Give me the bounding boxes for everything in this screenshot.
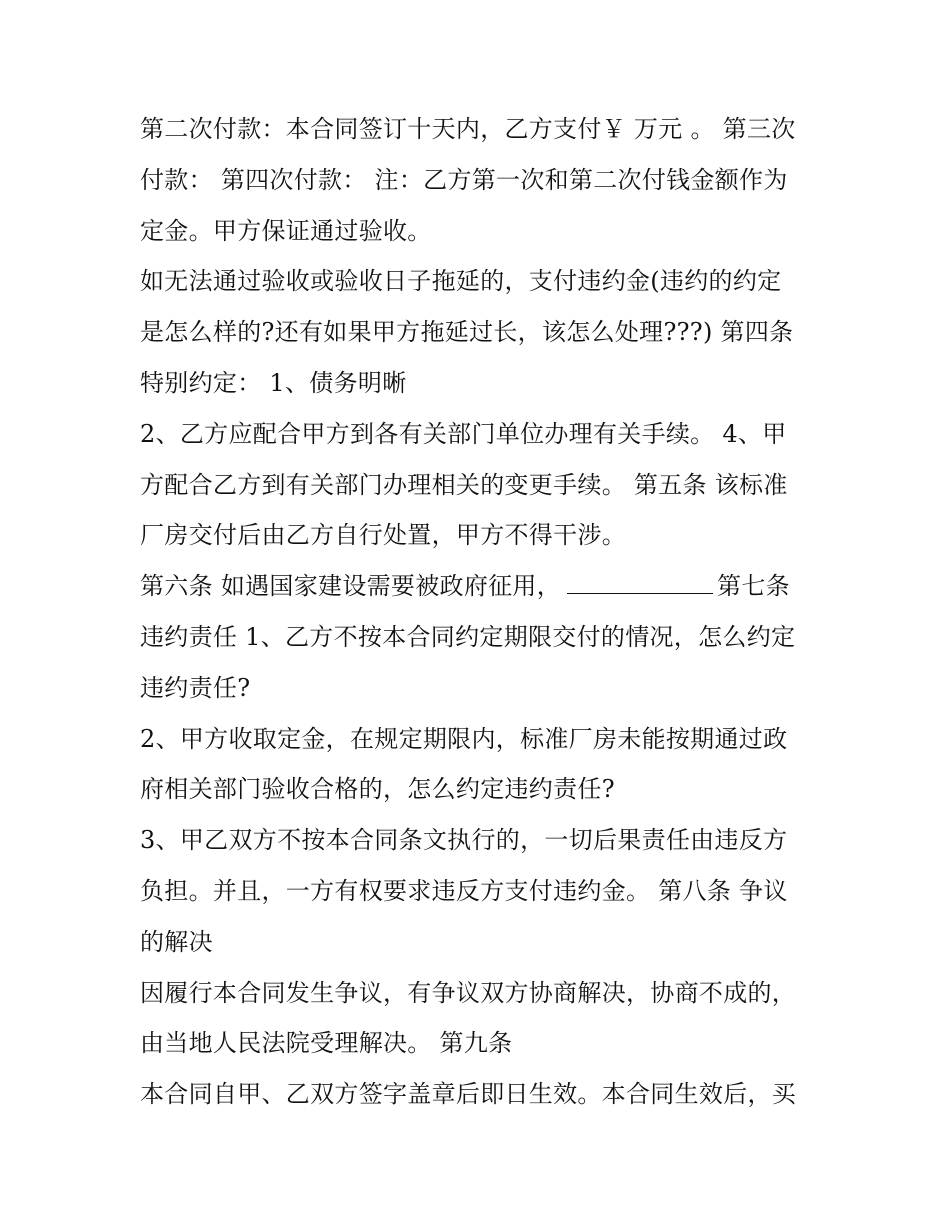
text-line: 的解决 bbox=[140, 927, 213, 956]
line-text-after-blank: 第七条 bbox=[717, 572, 790, 601]
text-line: 定金。甲方保证通过验收。 bbox=[140, 216, 432, 245]
text-line: 特别约定： 1、债务明晰 bbox=[140, 368, 407, 397]
text-line: 第二次付款：本合同签订十天内，乙方支付￥ 万元 。 第三次 bbox=[140, 115, 796, 143]
text-line: 负担。并且，一方有权要求违反方支付违约金。 第八条 争议 bbox=[140, 876, 788, 905]
text-line: 2、甲方收取定金，在规定期限内，标准厂房未能按期通过政 bbox=[140, 724, 788, 753]
text-line: 府相关部门验收合格的，怎么约定违约责任? bbox=[140, 775, 615, 804]
contract-body bbox=[140, 104, 810, 1120]
text-line: 是怎么样的?还有如果甲方拖延过长，该怎么处理???) 第四条 bbox=[140, 318, 794, 347]
line-text-before-blank: 第六条 如遇国家建设需要被政府征用， bbox=[140, 572, 562, 601]
text-line: 2、乙方应配合甲方到各有关部门单位办理有关手续。 4、甲 bbox=[140, 419, 787, 448]
text-line: 3、甲乙双方不按本合同条文执行的，一切后果责任由违反方 bbox=[140, 826, 788, 855]
text-line: 违约责任 1、乙方不按本合同约定期限交付的情况，怎么约定 bbox=[140, 622, 796, 651]
text-line: 厂房交付后由乙方自行处置，甲方不得干涉。 bbox=[140, 521, 626, 550]
text-line: 如无法通过验收或验收日子拖延的，支付违约金(违约的约定 bbox=[140, 267, 782, 296]
text-line: 本合同自甲、乙双方签字盖章后即日生效。本合同生效后，买 bbox=[140, 1080, 797, 1109]
fill-in-blank bbox=[567, 573, 713, 594]
text-line: 由当地人民法院受理解决。 第九条 bbox=[140, 1029, 513, 1058]
text-line-with-blank bbox=[140, 561, 810, 612]
text-line: 因履行本合同发生争议，有争议双方协商解决，协商不成的， bbox=[140, 978, 797, 1007]
text-line: 违约责任? bbox=[140, 673, 251, 702]
text-line: 付款： 第四次付款： 注：乙方第一次和第二次付钱金额作为 bbox=[140, 165, 788, 194]
text-line: 方配合乙方到有关部门办理相关的变更手续。 第五条 该标准 bbox=[140, 470, 788, 499]
